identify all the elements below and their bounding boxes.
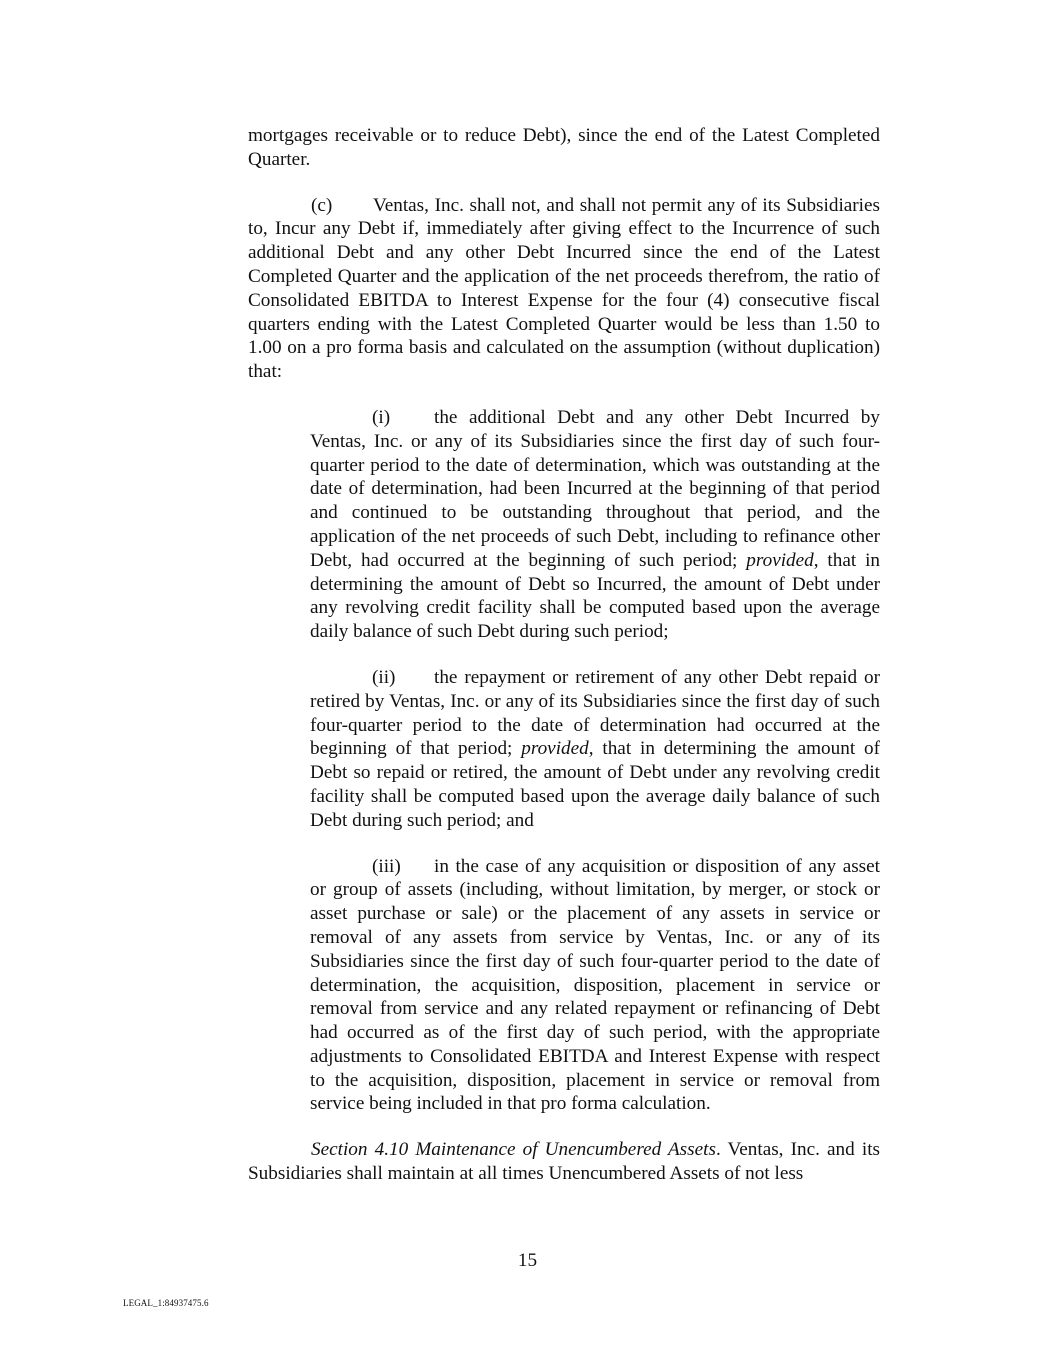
page-number: 15	[517, 1250, 538, 1271]
sub-clause-i	[310, 406, 880, 644]
sub-clause-i-text-before: the additional Debt and any other Debt Incurred by Ventas, Inc. or any of its Subsidiaries since the first day of such four-quarter period to the date of determination, which was outstanding at the date of determination, had been Incurred at the beginning of that period and continued to be outstanding throughout that period, and the application of the net proceeds of such Debt, including to refinance other Debt, had occurred at the beginning of such period;	[310, 406, 880, 571]
sub-clause-ii	[310, 666, 880, 833]
clause-c-paragraph	[248, 194, 880, 384]
sub-clause-iii	[310, 855, 880, 1117]
document-body	[248, 124, 880, 1208]
sub-clause-i-emphasis: provided	[746, 549, 814, 571]
sub-clause-ii-label: (ii)	[372, 666, 396, 688]
sub-clause-iii-label: (iii)	[372, 855, 401, 877]
document-id-footer: LEGAL_1:84937475.6	[123, 1298, 209, 1308]
clause-c-label: (c)	[311, 194, 333, 216]
section-4-10-heading: Section 4.10 Maintenance of Unencumbered Assets	[311, 1139, 716, 1161]
sub-clause-iii-text: in the case of any acquisition or disposition of any asset or group of assets (including, without limitation, by merger, or stock or asset purchase or sale) or the placement of any assets in service or removal of any assets from service by Ventas, Inc. or any of its Subsidiaries since the first day of such four-quarter period to the date of determination, the acquisition, disposition, placement in service or removal from service and any related repayment or refinancing of Debt had occurred as of the first day of such period, with the appropriate adjustments to Consolidated EBITDA and Interest Expense with respect to the acquisition, disposition, placement in service or removal from service being included in that pro forma calculation.	[310, 855, 880, 1115]
sub-clause-ii-text-after: , that in determining the amount of Debt so repaid or retired, the amount of Debt under any revolving credit facility shall be computed based upon the average daily balance of such Debt during such period; and	[310, 738, 880, 831]
section-4-10-text: . Ventas, Inc. and its Subsidiaries shall maintain at all times Unencumbered Assets of not less	[248, 1139, 881, 1185]
sub-clause-ii-text-before: the repayment or retirement of any other Debt repaid or retired by Ventas, Inc. or any of its Subsidiaries since the first day of such four-quarter period to the date of determination had occurred at the beginning of that period;	[310, 666, 880, 760]
sub-clause-ii-emphasis: provided	[521, 738, 589, 760]
section-4-10-paragraph	[248, 1138, 880, 1186]
sub-clause-i-label: (i)	[372, 406, 391, 428]
sub-clause-i-text-after: , that in determining the amount of Debt so Incurred, the amount of Debt under any revolving credit facility shall be computed based upon the average daily balance of such Debt during such period;	[310, 549, 880, 643]
continuation-paragraph: mortgages receivable or to reduce Debt), since the end of the Latest Completed Quarter.	[248, 125, 880, 170]
clause-c-text: Ventas, Inc. shall not, and shall not permit any of its Subsidiaries to, Incur any Debt if, immediately after giving effect to the Incurrence of such additional Debt and any other Debt Incurred since the end of the Latest Completed Quarter and the application of the net proceeds therefrom, the ratio of Consolidated EBITDA to Interest Expense for the four (4) consecutive fiscal quarters ending with the Latest Completed Quarter would be less than 1.50 to 1.00 on a pro forma basis and calculated on the assumption (without duplication) that:	[248, 194, 880, 383]
